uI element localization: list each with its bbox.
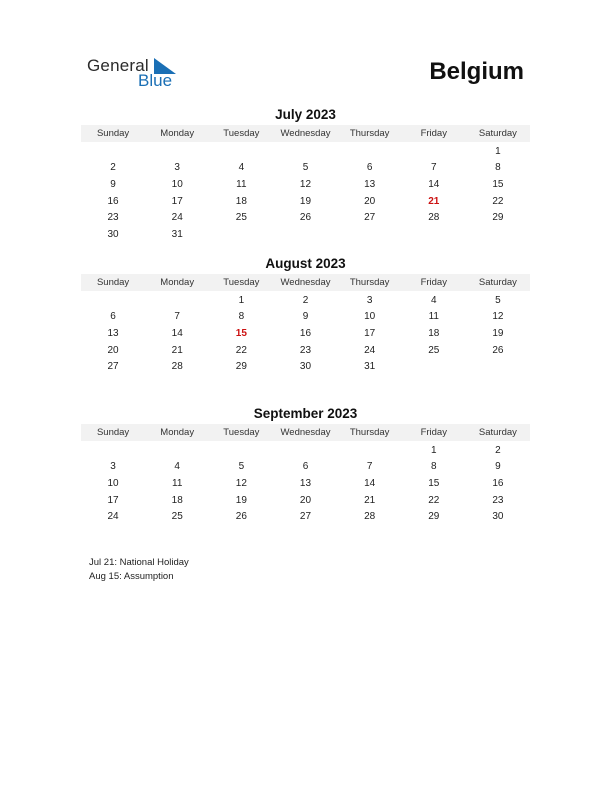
- day-cell: 12: [235, 477, 247, 489]
- week-row: [81, 358, 530, 375]
- day-cell: 17: [107, 494, 119, 506]
- weekday-label: Sunday: [96, 128, 130, 139]
- week-row: [81, 176, 530, 193]
- week-row: [81, 193, 530, 210]
- day-cell: 4: [238, 162, 245, 174]
- weekday-label: Tuesday: [223, 427, 260, 438]
- day-cell: 17: [364, 327, 376, 339]
- week-row: [81, 309, 530, 326]
- day-cell: 1: [495, 145, 501, 157]
- day-cell: 5: [238, 461, 245, 473]
- weekday-label: Wednesday: [280, 427, 331, 438]
- day-cell: 28: [428, 212, 440, 224]
- day-cell: 3: [174, 162, 180, 174]
- day-cell: 29: [235, 361, 247, 373]
- day-cell: 25: [171, 511, 183, 523]
- day-cell: 23: [299, 344, 312, 356]
- week-row: [81, 342, 530, 359]
- day-cell: 30: [299, 361, 312, 373]
- logo-blue-text: Blue: [138, 71, 173, 90]
- day-cell: 22: [428, 494, 440, 506]
- day-cell: 13: [364, 178, 376, 190]
- day-cell: 18: [171, 494, 183, 506]
- day-cell: 31: [364, 361, 376, 373]
- day-cell: 14: [428, 178, 440, 190]
- day-cell: 20: [299, 494, 312, 506]
- day-cell: 23: [492, 494, 504, 506]
- month-title: August 2023: [265, 256, 346, 271]
- day-cell: 6: [110, 311, 116, 323]
- day-cell: 31: [171, 228, 183, 240]
- day-cell: 8: [430, 461, 437, 473]
- day-cell: 6: [302, 461, 309, 473]
- day-cell: 24: [107, 511, 119, 523]
- month-title: September 2023: [253, 406, 358, 421]
- weekday-label: Tuesday: [223, 277, 260, 288]
- weekday-label: Monday: [160, 427, 195, 438]
- day-cell: 5: [302, 162, 309, 174]
- day-cell: 27: [299, 511, 312, 523]
- day-cell: 25: [235, 212, 247, 224]
- day-cell: 15: [492, 178, 504, 190]
- weekday-label: Monday: [160, 277, 195, 288]
- weekday-label: Saturday: [478, 277, 517, 288]
- day-cell: 1: [238, 294, 245, 306]
- day-cell: 24: [364, 344, 376, 356]
- day-cell: 6: [366, 162, 373, 174]
- day-cell: 14: [364, 477, 376, 489]
- day-cell: 18: [428, 327, 440, 339]
- day-cell: 26: [235, 511, 247, 523]
- weekday-label: Friday: [420, 128, 447, 139]
- week-row: [81, 160, 530, 177]
- day-cell: 11: [428, 311, 439, 323]
- day-cell: 7: [430, 162, 437, 174]
- holiday-notes: [89, 556, 189, 584]
- day-cell: 8: [238, 311, 245, 323]
- weekday-label: Tuesday: [223, 128, 260, 139]
- holiday-note: Aug 15: Assumption: [89, 571, 174, 582]
- holiday-day-cell: 15: [235, 327, 247, 339]
- day-cell: 10: [171, 178, 183, 190]
- weekday-label: Saturday: [478, 128, 517, 139]
- day-cell: 10: [107, 477, 119, 489]
- weekday-label: Sunday: [96, 427, 130, 438]
- week-row: [81, 292, 530, 309]
- day-cell: 12: [492, 311, 504, 323]
- day-cell: 16: [107, 195, 119, 207]
- day-cell: 11: [236, 178, 247, 190]
- day-cell: 20: [107, 344, 119, 356]
- month-september: [81, 405, 530, 525]
- day-cell: 29: [492, 212, 504, 224]
- weekday-label: Thursday: [349, 277, 390, 288]
- month-july: [81, 106, 530, 243]
- day-cell: 3: [366, 294, 373, 306]
- weekday-header-row: [81, 125, 530, 142]
- holiday-note: Jul 21: National Holiday: [89, 557, 189, 568]
- week-row: [81, 475, 530, 492]
- weekday-label: Sunday: [96, 277, 130, 288]
- day-cell: 19: [299, 195, 312, 207]
- weekday-label: Wednesday: [280, 128, 331, 139]
- month-title: July 2023: [275, 107, 336, 122]
- day-cell: 17: [171, 195, 183, 207]
- day-cell: 30: [492, 511, 504, 523]
- weekday-header-row: [81, 274, 530, 291]
- day-cell: 26: [492, 344, 504, 356]
- day-cell: 22: [492, 195, 504, 207]
- day-cell: 13: [107, 327, 119, 339]
- day-cell: 16: [299, 327, 312, 339]
- day-cell: 21: [171, 344, 183, 356]
- day-cell: 2: [110, 162, 116, 174]
- week-row: [81, 143, 530, 160]
- day-cell: 3: [110, 461, 116, 473]
- weekday-label: Monday: [160, 128, 195, 139]
- day-cell: 25: [428, 344, 440, 356]
- day-cell: 16: [492, 477, 504, 489]
- week-row: [81, 442, 530, 459]
- day-cell: 4: [430, 294, 437, 306]
- day-cell: 21: [364, 494, 376, 506]
- day-cell: 22: [235, 344, 247, 356]
- day-cell: 10: [364, 311, 376, 323]
- week-row: [81, 226, 530, 243]
- weekday-header-row: [81, 424, 530, 441]
- weekday-label: Friday: [420, 427, 447, 438]
- day-cell: 30: [107, 228, 119, 240]
- weekday-label: Thursday: [349, 128, 390, 139]
- week-row: [81, 209, 530, 226]
- day-cell: 2: [302, 294, 309, 306]
- day-cell: 5: [495, 294, 501, 306]
- day-cell: 4: [174, 461, 180, 473]
- day-cell: 13: [299, 477, 312, 489]
- day-cell: 20: [364, 195, 376, 207]
- week-row: [81, 508, 530, 525]
- month-august: [81, 255, 530, 375]
- day-cell: 1: [430, 444, 437, 456]
- week-row: [81, 459, 530, 476]
- day-cell: 27: [107, 361, 119, 373]
- day-cell: 8: [495, 162, 501, 174]
- day-cell: 26: [299, 212, 312, 224]
- holiday-day-cell: 21: [428, 195, 440, 207]
- day-cell: 28: [364, 511, 376, 523]
- day-cell: 9: [110, 178, 116, 190]
- logo: [87, 56, 187, 90]
- day-cell: 27: [364, 212, 376, 224]
- day-cell: 12: [299, 178, 312, 190]
- day-cell: 7: [366, 461, 373, 473]
- day-cell: 15: [428, 477, 440, 489]
- day-cell: 28: [171, 361, 183, 373]
- day-cell: 29: [428, 511, 440, 523]
- day-cell: 24: [171, 212, 183, 224]
- day-cell: 7: [174, 311, 180, 323]
- week-row: [81, 325, 530, 342]
- weekday-label: Friday: [420, 277, 447, 288]
- logo-general-text: General: [87, 56, 149, 75]
- day-cell: 23: [107, 212, 119, 224]
- day-cell: 18: [235, 195, 247, 207]
- country-title: Belgium: [429, 58, 524, 85]
- day-cell: 19: [492, 327, 504, 339]
- day-cell: 2: [495, 444, 501, 456]
- week-row: [81, 492, 530, 509]
- day-cell: 9: [495, 461, 501, 473]
- day-cell: 9: [302, 311, 309, 323]
- day-cell: 14: [171, 327, 183, 339]
- day-cell: 11: [172, 477, 183, 489]
- weekday-label: Saturday: [478, 427, 517, 438]
- weekday-label: Wednesday: [280, 277, 331, 288]
- weekday-label: Thursday: [349, 427, 390, 438]
- day-cell: 19: [235, 494, 247, 506]
